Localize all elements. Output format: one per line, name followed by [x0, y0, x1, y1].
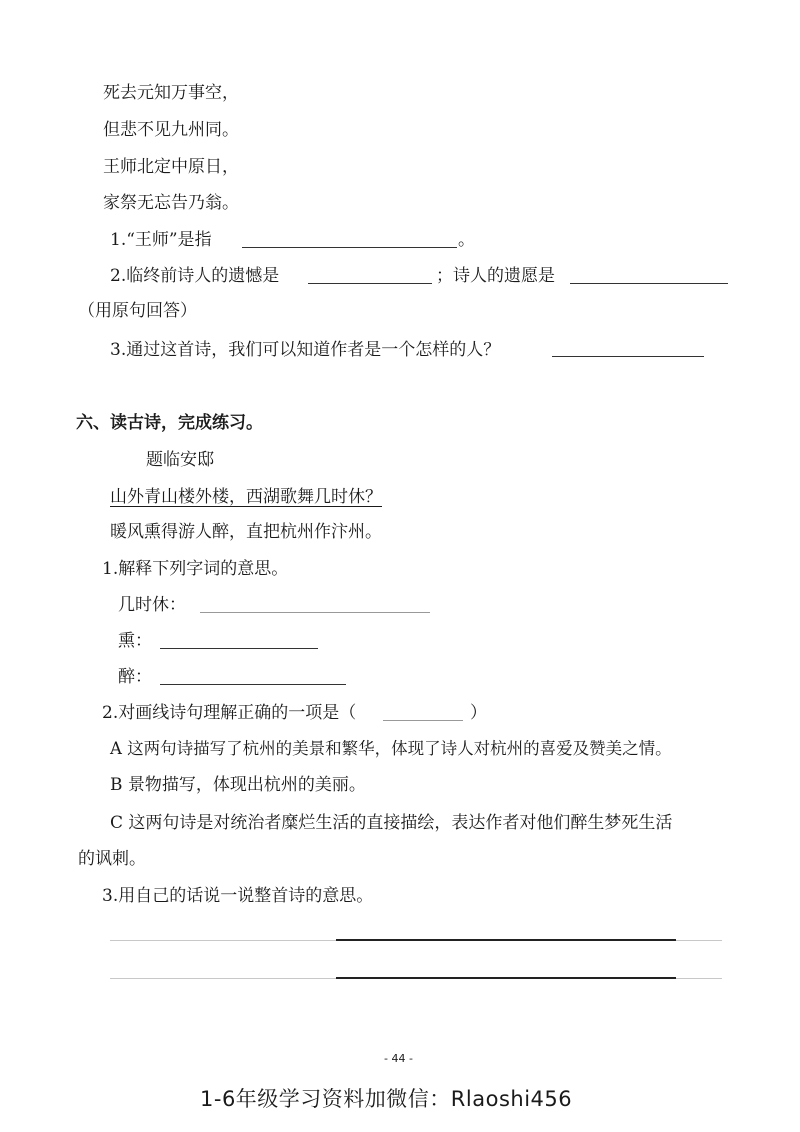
answer-blank-2a[interactable]	[308, 283, 432, 284]
option-c-cont: 的讽刺。	[78, 849, 146, 869]
poem-line-underlined: 山外青山楼外楼，西湖歌舞几时休？	[110, 487, 382, 507]
question-6-2-close: ）	[470, 703, 487, 723]
poem-title: 题临安邸	[146, 450, 214, 470]
question-1: 1.“王师”是指	[110, 230, 212, 250]
section-heading: 六、读古诗，完成练习。	[76, 413, 263, 433]
option-c: C 这两句诗是对统治者糜烂生活的直接描绘，表达作者对他们醉生梦死生活	[110, 813, 673, 833]
term-blank-2[interactable]	[160, 648, 318, 649]
writing-line-2[interactable]	[336, 977, 676, 979]
question-6-2: 2.对画线诗句理解正确的一项是（	[102, 703, 357, 723]
question-3: 3.通过这首诗，我们可以知道作者是一个怎样的人？	[110, 340, 501, 360]
option-a: A 这两句诗描写了杭州的美景和繁华，体现了诗人对杭州的喜爱及赞美之情。	[110, 739, 672, 758]
poem-line-1: 死去元知万事空，	[103, 83, 239, 103]
answer-blank-3[interactable]	[552, 356, 704, 357]
term-blank-1[interactable]	[200, 612, 430, 613]
poem-line-3: 王师北定中原日，	[103, 157, 239, 177]
page-number: - 44 -	[384, 1052, 413, 1065]
poem-line: 暖风熏得游人醉，直把杭州作汴州。	[110, 522, 382, 542]
question-2-note: （用原句回答）	[78, 301, 197, 321]
question-2-middle: ；诗人的遗愿是	[436, 266, 555, 286]
footer-text: 1-6年级学习资料加微信：Rlaoshi456	[200, 1087, 573, 1111]
poem-line-4: 家祭无忘告乃翁。	[103, 193, 239, 213]
writing-line-1[interactable]	[336, 939, 676, 941]
term-label-3: 醉：	[118, 667, 152, 687]
question-2: 2.临终前诗人的遗憾是	[110, 266, 280, 286]
term-label-1: 几时休：	[118, 595, 186, 615]
question-6-1: 1.解释下列字词的意思。	[102, 559, 289, 579]
term-label-2: 熏：	[118, 631, 152, 651]
term-blank-3[interactable]	[160, 684, 346, 685]
poem-line-2: 但悲不见九州同。	[103, 120, 239, 140]
choice-blank[interactable]	[383, 720, 463, 721]
question-6-3: 3.用自己的话说一说整首诗的意思。	[102, 886, 374, 906]
answer-blank-2b[interactable]	[570, 283, 728, 284]
question-1-end: 。	[458, 230, 475, 250]
option-b: B 景物描写，体现出杭州的美丽。	[110, 775, 366, 795]
answer-blank-1[interactable]	[242, 247, 457, 248]
